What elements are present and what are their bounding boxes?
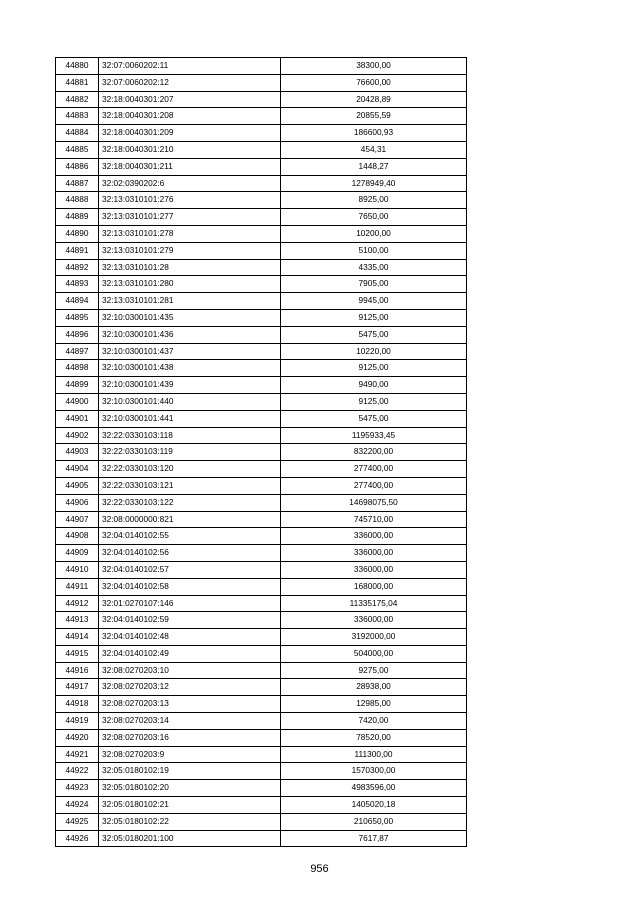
cadastral-number-cell: 32:04:0140102:48 [99, 629, 281, 646]
cadastral-number-cell: 32:22:0330103:118 [99, 427, 281, 444]
cadastral-number-cell: 32:10:0300101:441 [99, 410, 281, 427]
table-row [56, 780, 467, 797]
cadastral-number-cell: 32:05:0180102:19 [99, 763, 281, 780]
cadastral-number-cell: 32:05:0180102:21 [99, 797, 281, 814]
cadastral-value-cell: 11335175,04 [281, 595, 467, 612]
cadastral-value-cell: 454,31 [281, 141, 467, 158]
table-row [56, 578, 467, 595]
table-row [56, 141, 467, 158]
row-number-cell: 44917 [56, 679, 99, 696]
table-row [56, 209, 467, 226]
cadastral-value-cell: 1448,27 [281, 158, 467, 175]
row-number-cell: 44920 [56, 729, 99, 746]
cadastral-value-cell: 111300,00 [281, 746, 467, 763]
row-number-cell: 44915 [56, 645, 99, 662]
table-row [56, 797, 467, 814]
cadastral-number-cell: 32:02:0390202:6 [99, 175, 281, 192]
table-row [56, 813, 467, 830]
cadastral-number-cell: 32:13:0310101:281 [99, 293, 281, 310]
cadastral-value-cell: 504000,00 [281, 645, 467, 662]
table-row [56, 242, 467, 259]
row-number-cell: 44891 [56, 242, 99, 259]
row-number-cell: 44885 [56, 141, 99, 158]
row-number-cell: 44888 [56, 192, 99, 209]
row-number-cell: 44908 [56, 528, 99, 545]
table-row [56, 74, 467, 91]
row-number-cell: 44880 [56, 58, 99, 75]
cadastral-number-cell: 32:04:0140102:49 [99, 645, 281, 662]
cadastral-value-cell: 1405020,18 [281, 797, 467, 814]
cadastral-number-cell: 32:13:0310101:28 [99, 259, 281, 276]
table-row [56, 276, 467, 293]
cadastral-value-table [55, 57, 467, 847]
row-number-cell: 44886 [56, 158, 99, 175]
row-number-cell: 44921 [56, 746, 99, 763]
table-row [56, 91, 467, 108]
document-page [55, 57, 466, 847]
cadastral-value-cell: 20855,59 [281, 108, 467, 125]
cadastral-value-cell: 28938,00 [281, 679, 467, 696]
table-row [56, 645, 467, 662]
row-number-cell: 44918 [56, 696, 99, 713]
row-number-cell: 44896 [56, 326, 99, 343]
cadastral-value-cell: 9490,00 [281, 377, 467, 394]
cadastral-value-cell: 5475,00 [281, 326, 467, 343]
cadastral-value-cell: 78520,00 [281, 729, 467, 746]
table-row [56, 309, 467, 326]
row-number-cell: 44899 [56, 377, 99, 394]
table-row [56, 377, 467, 394]
cadastral-number-cell: 32:04:0140102:58 [99, 578, 281, 595]
cadastral-value-cell: 210650,00 [281, 813, 467, 830]
row-number-cell: 44892 [56, 259, 99, 276]
table-row [56, 696, 467, 713]
cadastral-number-cell: 32:22:0330103:121 [99, 477, 281, 494]
cadastral-number-cell: 32:10:0300101:437 [99, 343, 281, 360]
cadastral-number-cell: 32:04:0140102:57 [99, 561, 281, 578]
row-number-cell: 44923 [56, 780, 99, 797]
row-number-cell: 44916 [56, 662, 99, 679]
row-number-cell: 44889 [56, 209, 99, 226]
cadastral-value-cell: 1195933,45 [281, 427, 467, 444]
row-number-cell: 44925 [56, 813, 99, 830]
row-number-cell: 44913 [56, 612, 99, 629]
table-row [56, 595, 467, 612]
cadastral-number-cell: 32:13:0310101:278 [99, 225, 281, 242]
cadastral-value-cell: 14698075,50 [281, 494, 467, 511]
cadastral-value-cell: 7905,00 [281, 276, 467, 293]
table-row [56, 192, 467, 209]
cadastral-value-cell: 4335,00 [281, 259, 467, 276]
table-row [56, 427, 467, 444]
table-row [56, 58, 467, 75]
table-row [56, 343, 467, 360]
row-number-cell: 44890 [56, 225, 99, 242]
cadastral-number-cell: 32:08:0270203:9 [99, 746, 281, 763]
cadastral-value-cell: 9275,00 [281, 662, 467, 679]
cadastral-number-cell: 32:05:0180102:22 [99, 813, 281, 830]
cadastral-value-cell: 336000,00 [281, 545, 467, 562]
table-row [56, 561, 467, 578]
row-number-cell: 44924 [56, 797, 99, 814]
table-row [56, 444, 467, 461]
table-row [56, 175, 467, 192]
row-number-cell: 44894 [56, 293, 99, 310]
cadastral-value-cell: 4983596,00 [281, 780, 467, 797]
cadastral-value-cell: 7617,87 [281, 830, 467, 847]
cadastral-value-cell: 336000,00 [281, 612, 467, 629]
cadastral-value-cell: 38300,00 [281, 58, 467, 75]
cadastral-number-cell: 32:05:0180102:20 [99, 780, 281, 797]
table-row [56, 729, 467, 746]
cadastral-value-cell: 9125,00 [281, 360, 467, 377]
row-number-cell: 44912 [56, 595, 99, 612]
row-number-cell: 44922 [56, 763, 99, 780]
cadastral-value-cell: 10220,00 [281, 343, 467, 360]
cadastral-number-cell: 32:22:0330103:120 [99, 461, 281, 478]
cadastral-value-cell: 9125,00 [281, 393, 467, 410]
row-number-cell: 44883 [56, 108, 99, 125]
cadastral-value-cell: 9945,00 [281, 293, 467, 310]
cadastral-number-cell: 32:13:0310101:277 [99, 209, 281, 226]
table-row [56, 461, 467, 478]
cadastral-number-cell: 32:18:0040301:209 [99, 125, 281, 142]
table-row [56, 225, 467, 242]
cadastral-number-cell: 32:10:0300101:440 [99, 393, 281, 410]
table-row [56, 511, 467, 528]
cadastral-number-cell: 32:18:0040301:210 [99, 141, 281, 158]
row-number-cell: 44910 [56, 561, 99, 578]
cadastral-value-cell: 8925,00 [281, 192, 467, 209]
cadastral-number-cell: 32:22:0330103:119 [99, 444, 281, 461]
table-row [56, 612, 467, 629]
row-number-cell: 44904 [56, 461, 99, 478]
cadastral-value-cell: 168000,00 [281, 578, 467, 595]
table-row [56, 410, 467, 427]
table-row [56, 746, 467, 763]
row-number-cell: 44898 [56, 360, 99, 377]
table-row [56, 125, 467, 142]
cadastral-number-cell: 32:13:0310101:280 [99, 276, 281, 293]
table-row [56, 713, 467, 730]
cadastral-number-cell: 32:18:0040301:208 [99, 108, 281, 125]
cadastral-value-cell: 277400,00 [281, 461, 467, 478]
cadastral-value-cell: 832200,00 [281, 444, 467, 461]
cadastral-number-cell: 32:08:0270203:16 [99, 729, 281, 746]
cadastral-number-cell: 32:10:0300101:438 [99, 360, 281, 377]
table-row [56, 629, 467, 646]
cadastral-number-cell: 32:04:0140102:56 [99, 545, 281, 562]
cadastral-value-cell: 5100,00 [281, 242, 467, 259]
row-number-cell: 44884 [56, 125, 99, 142]
cadastral-number-cell: 32:10:0300101:439 [99, 377, 281, 394]
cadastral-value-cell: 10200,00 [281, 225, 467, 242]
cadastral-number-cell: 32:13:0310101:276 [99, 192, 281, 209]
row-number-cell: 44909 [56, 545, 99, 562]
row-number-cell: 44905 [56, 477, 99, 494]
cadastral-number-cell: 32:08:0270203:14 [99, 713, 281, 730]
row-number-cell: 44895 [56, 309, 99, 326]
cadastral-number-cell: 32:18:0040301:211 [99, 158, 281, 175]
cadastral-value-cell: 186600,93 [281, 125, 467, 142]
cadastral-value-cell: 76600,00 [281, 74, 467, 91]
cadastral-number-cell: 32:04:0140102:55 [99, 528, 281, 545]
cadastral-number-cell: 32:13:0310101:279 [99, 242, 281, 259]
cadastral-value-cell: 7420,00 [281, 713, 467, 730]
table-row [56, 830, 467, 847]
row-number-cell: 44881 [56, 74, 99, 91]
table-row [56, 662, 467, 679]
cadastral-number-cell: 32:08:0270203:10 [99, 662, 281, 679]
cadastral-number-cell: 32:01:0270107:146 [99, 595, 281, 612]
row-number-cell: 44919 [56, 713, 99, 730]
cadastral-value-cell: 9125,00 [281, 309, 467, 326]
page-number: 956 [310, 863, 329, 875]
table-row [56, 545, 467, 562]
table-row [56, 360, 467, 377]
cadastral-number-cell: 32:18:0040301:207 [99, 91, 281, 108]
table-row [56, 528, 467, 545]
cadastral-number-cell: 32:08:0270203:13 [99, 696, 281, 713]
cadastral-value-cell: 20428,89 [281, 91, 467, 108]
cadastral-number-cell: 32:22:0330103:122 [99, 494, 281, 511]
cadastral-value-cell: 1570300,00 [281, 763, 467, 780]
table-row [56, 108, 467, 125]
cadastral-value-cell: 5475,00 [281, 410, 467, 427]
table-row [56, 477, 467, 494]
table-row [56, 494, 467, 511]
cadastral-value-cell: 336000,00 [281, 528, 467, 545]
cadastral-value-cell: 277400,00 [281, 477, 467, 494]
row-number-cell: 44893 [56, 276, 99, 293]
table-row [56, 679, 467, 696]
cadastral-number-cell: 32:05:0180201:100 [99, 830, 281, 847]
row-number-cell: 44926 [56, 830, 99, 847]
row-number-cell: 44907 [56, 511, 99, 528]
cadastral-number-cell: 32:04:0140102:59 [99, 612, 281, 629]
cadastral-number-cell: 32:07:0060202:12 [99, 74, 281, 91]
row-number-cell: 44903 [56, 444, 99, 461]
row-number-cell: 44900 [56, 393, 99, 410]
row-number-cell: 44906 [56, 494, 99, 511]
row-number-cell: 44901 [56, 410, 99, 427]
table-row [56, 326, 467, 343]
row-number-cell: 44914 [56, 629, 99, 646]
cadastral-number-cell: 32:08:0270203:12 [99, 679, 281, 696]
table-row [56, 763, 467, 780]
table-row [56, 158, 467, 175]
table-row [56, 393, 467, 410]
cadastral-value-cell: 745710,00 [281, 511, 467, 528]
row-number-cell: 44882 [56, 91, 99, 108]
table-body [56, 58, 467, 847]
cadastral-value-cell: 336000,00 [281, 561, 467, 578]
cadastral-value-cell: 1278949,40 [281, 175, 467, 192]
cadastral-number-cell: 32:10:0300101:435 [99, 309, 281, 326]
cadastral-value-cell: 12985,00 [281, 696, 467, 713]
cadastral-value-cell: 3192000,00 [281, 629, 467, 646]
table-row [56, 293, 467, 310]
row-number-cell: 44897 [56, 343, 99, 360]
cadastral-value-cell: 7650,00 [281, 209, 467, 226]
row-number-cell: 44911 [56, 578, 99, 595]
table-row [56, 259, 467, 276]
row-number-cell: 44902 [56, 427, 99, 444]
cadastral-number-cell: 32:07:0060202:11 [99, 58, 281, 75]
row-number-cell: 44887 [56, 175, 99, 192]
cadastral-number-cell: 32:10:0300101:436 [99, 326, 281, 343]
cadastral-number-cell: 32:08:0000000:821 [99, 511, 281, 528]
